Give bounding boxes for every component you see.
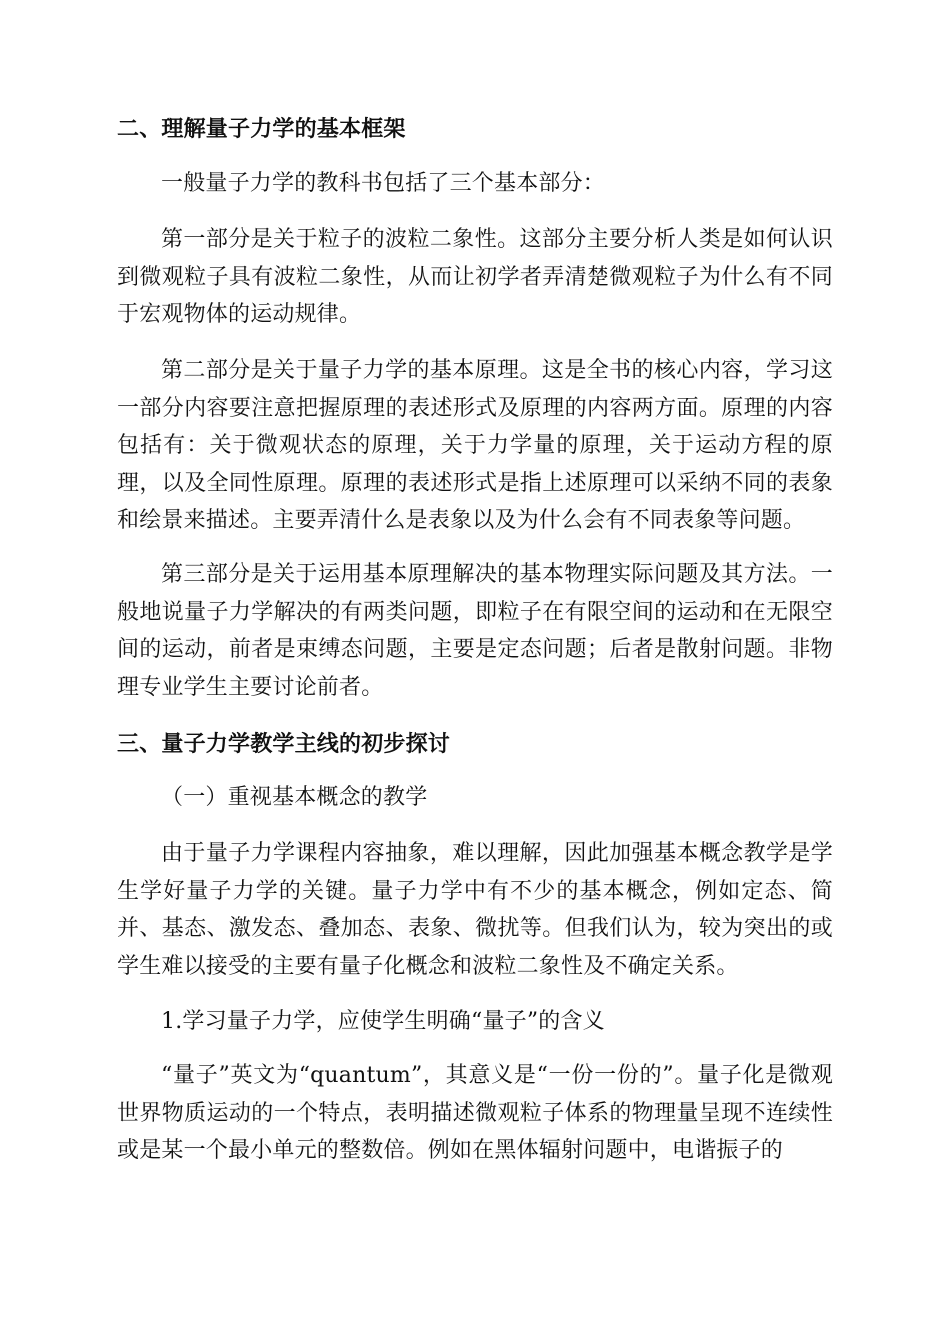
section-heading-2: 二、理解量子力学的基本框架	[117, 117, 406, 142]
intro-paragraph: 一般量子力学的教科书包括了三个基本部分：	[161, 171, 606, 196]
part-2-paragraph: 第二部分是关于量子力学的基本原理。这是全书的核心内容，学习这一部分内容要注意把握原理的表述形式及原理的内容两方面。原理的内容包括有：关于微观状态的原理，关于力学量的原理，关于运动方程的原理，以及全同性原理。原理的表述形式是指上述原理可以采纳不同的表象和绘景来描述。主要弄清什么是表象以及为什么会有不同表象等问题。	[117, 358, 833, 533]
part-1-paragraph: 第一部分是关于粒子的波粒二象性。这部分主要分析人类是如何认识到微观粒子具有波粒二象性，从而让初学者弄清楚微观粒子为什么有不同于宏观物体的运动规律。	[117, 227, 833, 327]
concepts-paragraph: 由于量子力学课程内容抽象，难以理解，因此加强基本概念教学是学生学好量子力学的关键。量子力学中有不少的基本概念，例如定态、简并、基态、激发态、叠加态、表象、微扰等。但我们认为，较为突出的或学生难以接受的主要有量子化概念和波粒二象性及不确定关系。	[117, 841, 833, 979]
subsection-heading-1: （一）重视基本概念的教学	[161, 785, 428, 810]
quantum-paragraph: “量子”英文为“quantum”，其意义是“一份一份的”。量子化是微观世界物质运动的一个特点，表明描述微观粒子体系的物理量呈现不连续性或是某一个最小单元的整数倍。例如在黑体辐射问题中，电谐振子的	[117, 1063, 833, 1163]
section-heading-3: 三、量子力学教学主线的初步探讨	[117, 732, 451, 757]
numbered-item-1: 1.学习量子力学，应使学生明确“量子”的含义	[161, 1009, 605, 1034]
part-3-paragraph: 第三部分是关于运用基本原理解决的基本物理实际问题及其方法。一般地说量子力学解决的有两类问题，即粒子在有限空间的运动和在无限空间的运动，前者是束缚态问题，主要是定态问题；后者是散射问题。非物理专业学生主要讨论前者。	[117, 562, 833, 700]
